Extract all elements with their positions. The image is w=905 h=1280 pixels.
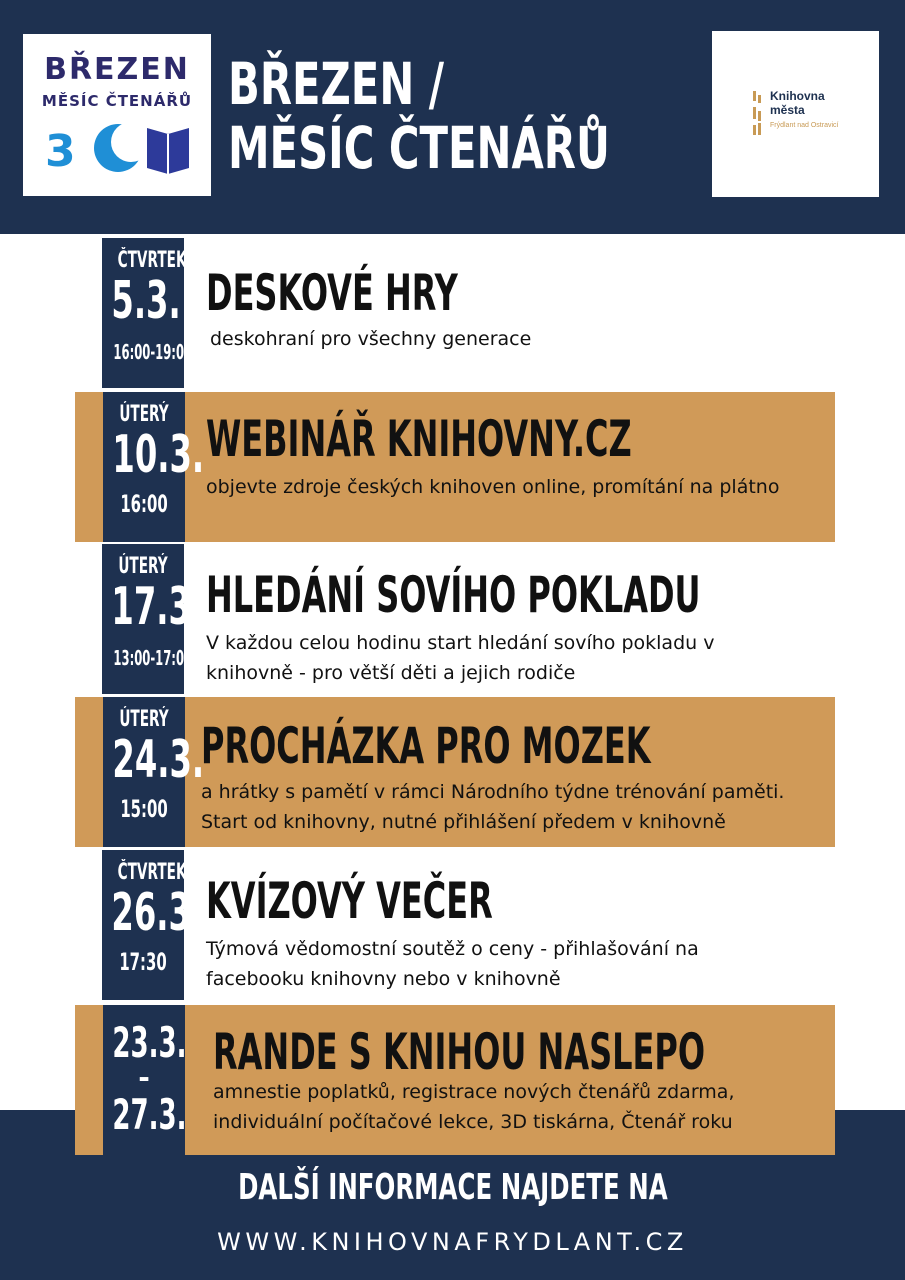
event-time: 15:00	[120, 795, 168, 823]
event-webinar	[75, 392, 835, 542]
event-date: 24.3.	[112, 730, 205, 790]
event-title: HLEDÁNÍ SOVÍHO POKLADU	[206, 566, 701, 624]
footer-heading	[0, 1166, 905, 1210]
event-description: deskohraní pro všechny generace	[210, 328, 532, 350]
website-link[interactable]: WWW.KNIHOVNAFRYDLANT.CZ	[217, 1228, 688, 1256]
event-title: RANDE S KNIHOU NASLEPO	[213, 1023, 706, 1081]
event-date-box	[102, 238, 193, 388]
campaign-logo-line2: MĚSÍC ČTENÁŘŮ	[41, 92, 193, 110]
event-rande-s-knihou	[75, 1005, 835, 1155]
event-time: 16:00-19:00	[113, 340, 193, 364]
event-date-from: 23.3.	[112, 1018, 187, 1067]
event-date: 10.3.	[112, 425, 205, 485]
campaign-logo	[23, 34, 211, 196]
library-logo	[712, 31, 879, 197]
footer-heading-text: DALŠÍ INFORMACE NAJDETE NA	[237, 1167, 668, 1208]
event-date-box	[103, 392, 205, 542]
event-day: ÚTERÝ	[119, 707, 169, 732]
event-description: V každou celou hodinu start hledání sovího pokladu v knihovně - pro větší děti a jejich rodiče	[206, 632, 715, 684]
event-description: objevte zdroje českých knihoven online, promítání na plátno	[206, 476, 780, 498]
event-title: PROCHÁZKA PRO MOZEK	[201, 717, 651, 775]
event-title: WEBINÁŘ KNIHOVNY.CZ	[206, 410, 632, 468]
page-title-line1: BŘEZEN /	[228, 50, 445, 118]
moon-icon	[94, 122, 151, 172]
library-mark-icon	[752, 91, 764, 135]
event-time: 13:00-17:00	[113, 646, 193, 670]
event-date: 17.3.	[111, 577, 204, 637]
event-date: 5.3.	[111, 271, 181, 331]
event-deskove-hry	[75, 242, 835, 392]
campaign-logo-icons	[43, 120, 193, 176]
library-logo-line2: města	[770, 103, 805, 117]
event-title: KVÍZOVÝ VEČER	[206, 872, 493, 930]
page-title	[228, 50, 610, 182]
event-day: ČTVRTEK	[117, 248, 187, 273]
event-time: 17:30	[119, 948, 167, 976]
event-date-separator: -	[138, 1061, 150, 1094]
campaign-logo-number: 3	[45, 126, 76, 176]
event-date-box	[102, 544, 204, 694]
event-title: DESKOVÉ HRY	[206, 264, 458, 322]
event-day: ÚTERÝ	[119, 402, 169, 427]
event-kvizovy-vecer	[75, 854, 835, 1004]
event-hledani-poklad	[75, 548, 835, 698]
event-date-box	[102, 850, 204, 1000]
event-date-box	[103, 697, 205, 847]
event-description: amnestie poplatků, registrace nových čtenářů zdarma, individuální počítačové lekce, 3D tiskárna, Čtenář roku	[213, 1081, 735, 1133]
page-title-line2: MĚSÍC ČTENÁŘŮ	[228, 114, 610, 182]
event-description: Týmová vědomostní soutěž o ceny - přihlašování na facebooku knihovny nebo v knihovně	[206, 938, 699, 990]
event-description: a hrátky s pamětí v rámci Národního týdne trénování paměti. Start od knihovny, nutné přihlášení předem v knihovně	[201, 781, 785, 833]
book-icon	[147, 128, 189, 174]
event-time: 16:00	[120, 490, 168, 518]
library-logo-line3: Frýdlant nad Ostravicí	[770, 122, 839, 129]
event-date: 26.3.	[111, 883, 204, 943]
event-date-to: 27.3.	[112, 1090, 187, 1139]
library-logo-line1: Knihovna	[770, 89, 825, 103]
event-prochazka-mozek	[75, 697, 835, 847]
event-date-box	[103, 1005, 185, 1155]
event-day: ÚTERÝ	[118, 554, 168, 579]
campaign-logo-line1: BŘEZEN	[44, 52, 190, 87]
event-day: ČTVRTEK	[117, 860, 187, 885]
